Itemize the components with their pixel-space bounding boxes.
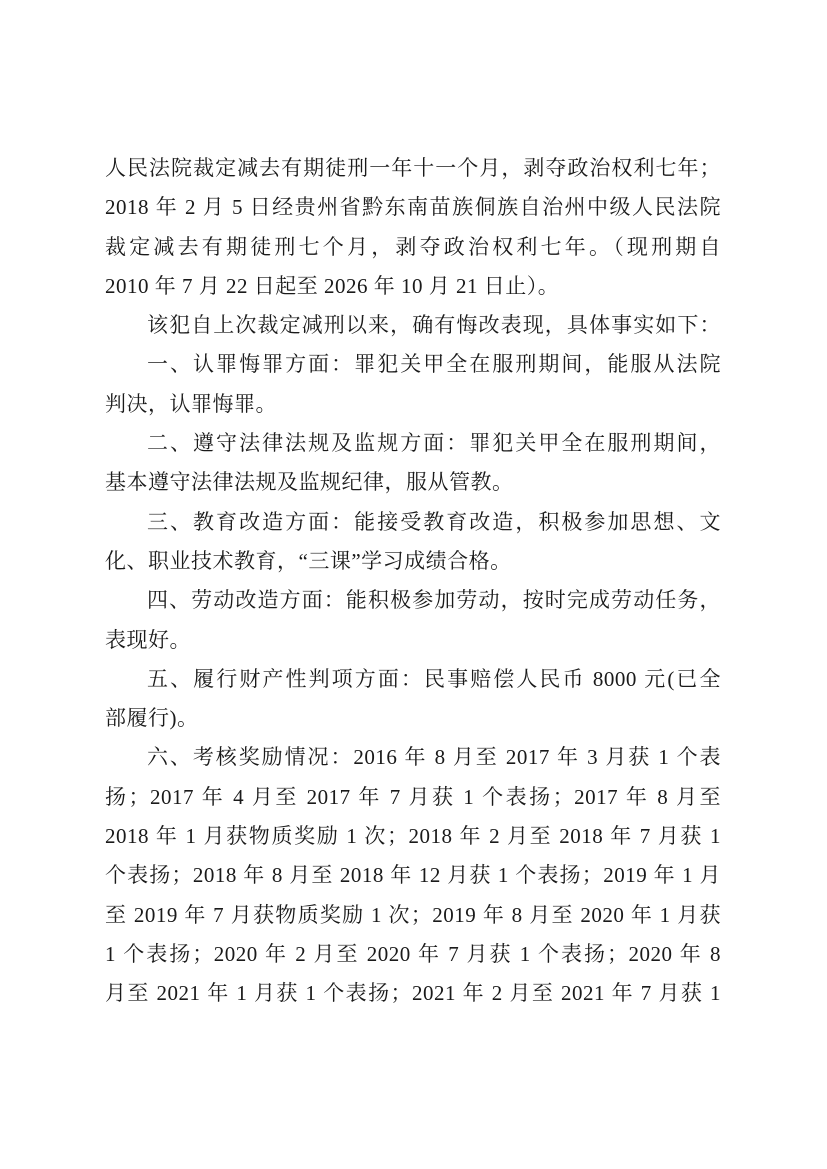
text-line: 至 2019 年 7 月获物质奖励 1 次；2019 年 8 月至 2020 年 1 月获 — [105, 902, 721, 927]
text-line: 表现好。 — [105, 627, 191, 652]
text-line: 1 个表扬；2020 年 2 月至 2020 年 7 月获 1 个表扬；2020 年 8 — [105, 941, 721, 966]
text-line: 该犯自上次裁定减刑以来，确有悔改表现，具体事实如下： — [147, 313, 721, 338]
text-line: 月至 2021 年 1 月获 1 个表扬；2021 年 2 月至 2021 年 7 月获 1 — [105, 981, 721, 1006]
text-line: 三、教育改造方面：能接受教育改造，积极参加思想、文 — [147, 509, 721, 534]
text-line: 2018 年 1 月获物质奖励 1 次；2018 年 2 月至 2018 年 7 月获 1 — [105, 824, 721, 849]
text-line: 二、遵守法律法规及监规方面：罪犯关甲全在服刑期间， — [147, 431, 721, 456]
text-line: 部履行)。 — [105, 706, 199, 731]
text-line: 2018 年 2 月 5 日经贵州省黔东南苗族侗族自治州中级人民法院 — [105, 195, 721, 220]
text-line: 个表扬；2018 年 8 月至 2018 年 12 月获 1 个表扬；2019 年 1 月 — [105, 863, 721, 888]
text-line: 四、劳动改造方面：能积极参加劳动，按时完成劳动任务， — [147, 588, 721, 613]
text-line: 裁定减去有期徒刑七个月，剥夺政治权利七年。（现刑期自 — [105, 234, 721, 259]
text-line: 2010 年 7 月 22 日起至 2026 年 10 月 21 日止）。 — [105, 273, 560, 298]
text-line: 五、履行财产性判项方面：民事赔偿人民币 8000 元(已全 — [147, 666, 721, 691]
text-line: 扬；2017 年 4 月至 2017 年 7 月获 1 个表扬；2017 年 8 月至 — [105, 784, 721, 809]
document-text-block — [105, 149, 721, 1014]
text-line: 基本遵守法律法规及监规纪律，服从管教。 — [105, 470, 514, 495]
text-line: 六、考核奖励情况：2016 年 8 月至 2017 年 3 月获 1 个表 — [147, 745, 721, 770]
text-line: 判决，认罪悔罪。 — [105, 391, 277, 416]
text-line: 人民法院裁定减去有期徒刑一年十一个月，剥夺政治权利七年； — [105, 156, 721, 180]
text-line: 一、认罪悔罪方面：罪犯关甲全在服刑期间，能服从法院 — [147, 352, 721, 377]
text-line: 化、职业技术教育，“三课”学习成绩合格。 — [105, 548, 512, 573]
